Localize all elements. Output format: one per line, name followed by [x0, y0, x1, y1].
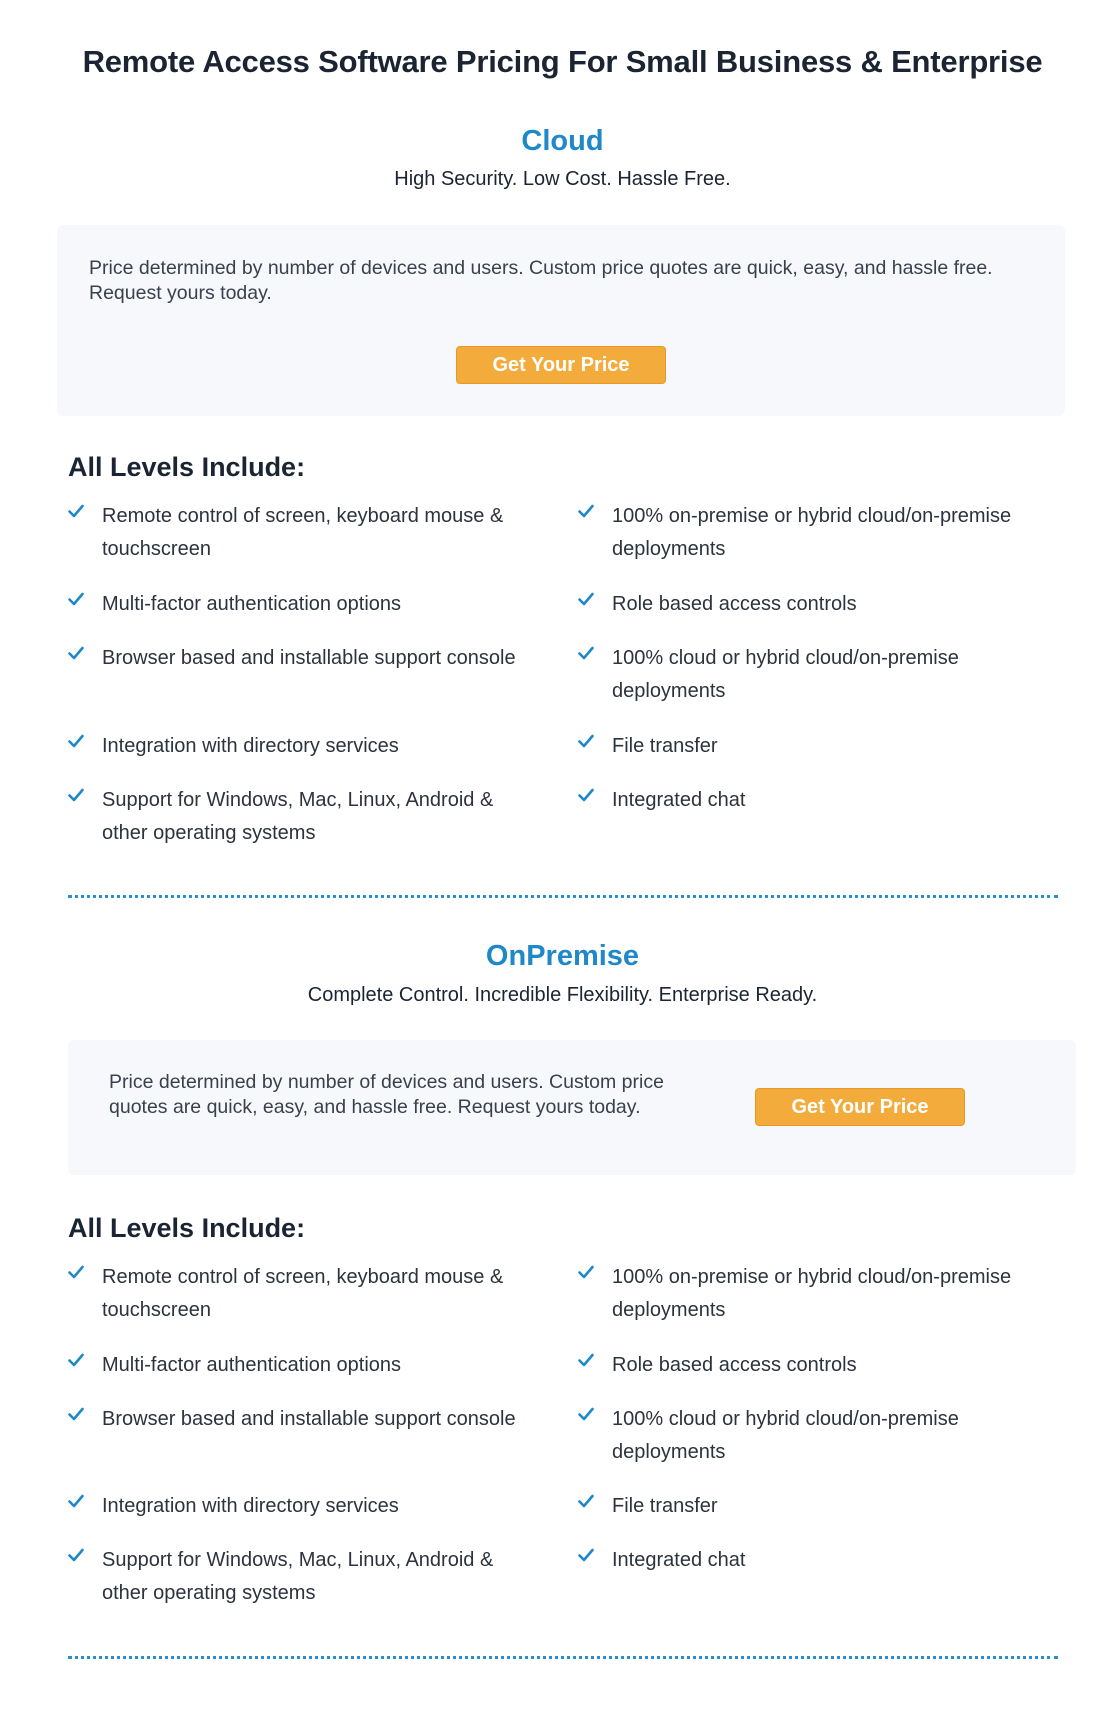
feature-item	[578, 1490, 1038, 1523]
feature-item	[68, 1490, 528, 1523]
cloud-plan-title: Cloud	[521, 125, 604, 157]
feature-label: Integrated chat	[612, 789, 746, 811]
cloud-plan-tagline: High Security. Low Cost. Hassle Free.	[394, 168, 731, 190]
feature-label: Browser based and installable support console	[102, 647, 516, 669]
feature-item	[578, 1261, 1038, 1327]
onpremise-features-heading: All Levels Include:	[68, 1213, 306, 1243]
feature-item	[578, 1403, 1038, 1469]
checkmark-icon	[68, 588, 102, 621]
feature-label: 100% cloud or hybrid cloud/on-premise deployments	[612, 647, 959, 702]
feature-label: Integrated chat	[612, 1549, 746, 1571]
feature-label: Support for Windows, Mac, Linux, Android & other operating systems	[102, 789, 494, 844]
feature-label: File transfer	[612, 1495, 718, 1517]
feature-item	[68, 500, 528, 566]
checkmark-icon	[68, 1261, 102, 1327]
checkmark-icon	[68, 784, 102, 850]
checkmark-icon	[578, 784, 612, 817]
cloud-price-box	[57, 225, 1065, 416]
feature-label: Multi-factor authentication options	[102, 1354, 402, 1376]
feature-item	[68, 588, 528, 621]
checkmark-icon	[68, 1544, 102, 1610]
checkmark-icon	[68, 500, 102, 566]
onpremise-price-description: Price determined by number of devices and users. Custom price quotes are quick, easy, and hassle free. Request yours today.	[109, 1071, 664, 1118]
checkmark-icon	[68, 1403, 102, 1436]
onpremise-plan-title: OnPremise	[485, 940, 640, 972]
cloud-price-description: Price determined by number of devices and users. Custom price quotes are quick, easy, and hassle free. Request yours today.	[89, 257, 993, 304]
feature-item	[578, 1349, 1038, 1382]
checkmark-icon	[578, 500, 612, 566]
feature-label: Multi-factor authentication options	[102, 593, 402, 615]
feature-label: Role based access controls	[612, 593, 857, 615]
feature-label: Support for Windows, Mac, Linux, Android & other operating systems	[102, 1549, 494, 1604]
checkmark-icon	[578, 1490, 612, 1523]
cloud-get-price-button[interactable]: Get Your Price	[456, 346, 666, 384]
section-divider	[68, 1656, 1058, 1659]
feature-item	[68, 730, 528, 763]
feature-label: Remote control of screen, keyboard mouse & touchscreen	[102, 505, 504, 560]
feature-label: Browser based and installable support console	[102, 1408, 516, 1430]
section-divider	[68, 895, 1058, 898]
feature-item	[578, 784, 1038, 817]
feature-label: Integration with directory services	[102, 735, 399, 757]
feature-item	[578, 500, 1038, 566]
feature-label: 100% cloud or hybrid cloud/on-premise deployments	[612, 1408, 959, 1463]
checkmark-icon	[578, 1261, 612, 1327]
feature-item	[578, 1544, 1038, 1577]
cloud-features-heading: All Levels Include:	[68, 452, 306, 482]
checkmark-icon	[68, 1490, 102, 1523]
feature-item	[578, 642, 1038, 708]
checkmark-icon	[578, 588, 612, 621]
feature-item	[68, 1261, 528, 1327]
feature-item	[68, 1349, 528, 1382]
feature-label: Remote control of screen, keyboard mouse & touchscreen	[102, 1266, 504, 1321]
feature-item	[68, 784, 528, 850]
feature-label: Integration with directory services	[102, 1495, 399, 1517]
feature-item	[68, 1403, 528, 1436]
feature-label: 100% on-premise or hybrid cloud/on-premise deployments	[612, 505, 1012, 560]
feature-label: File transfer	[612, 735, 718, 757]
feature-item	[578, 730, 1038, 763]
feature-label: 100% on-premise or hybrid cloud/on-premise deployments	[612, 1266, 1012, 1321]
feature-label: Role based access controls	[612, 1354, 857, 1376]
feature-item	[68, 1544, 528, 1610]
onpremise-price-box	[68, 1040, 1076, 1175]
feature-item	[68, 642, 528, 675]
checkmark-icon	[578, 730, 612, 763]
checkmark-icon	[68, 730, 102, 763]
checkmark-icon	[68, 1349, 102, 1382]
checkmark-icon	[578, 642, 612, 708]
feature-item	[578, 588, 1038, 621]
checkmark-icon	[578, 1403, 612, 1469]
checkmark-icon	[578, 1349, 612, 1382]
onpremise-get-price-button[interactable]: Get Your Price	[755, 1088, 965, 1126]
onpremise-plan-tagline: Complete Control. Incredible Flexibility. Enterprise Ready.	[307, 984, 818, 1006]
checkmark-icon	[68, 642, 102, 675]
page-title: Remote Access Software Pricing For Small Business & Enterprise	[82, 44, 1043, 79]
checkmark-icon	[578, 1544, 612, 1577]
